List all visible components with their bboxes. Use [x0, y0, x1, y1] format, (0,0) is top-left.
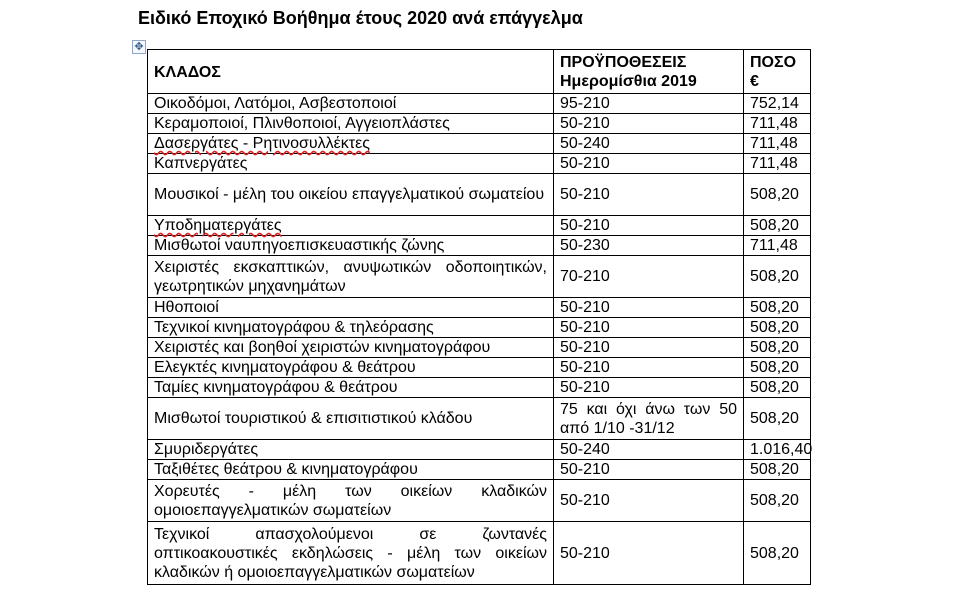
- cell-amount: 508,20: [744, 318, 811, 338]
- table-row: [148, 460, 811, 480]
- cell-amount: 508,20: [744, 298, 811, 318]
- cell-amount: 508,20: [744, 378, 811, 398]
- table-row: [148, 480, 811, 522]
- cell-conditions: 70-210: [554, 256, 744, 298]
- cell-amount: 508,20: [744, 338, 811, 358]
- table-row: [148, 134, 811, 154]
- header-conditions-line2: Ημερομίσθια 2019: [560, 73, 697, 90]
- table-row: [148, 398, 811, 440]
- header-sector: ΚΛΑΔΟΣ: [148, 50, 554, 94]
- cell-sector: Καπνεργάτες: [148, 154, 554, 174]
- cell-amount: 508,20: [744, 256, 811, 298]
- cell-amount: 711,48: [744, 236, 811, 256]
- cell-conditions: 50-210: [554, 480, 744, 522]
- cell-sector: Ταμίες κινηματογράφου & θεάτρου: [148, 378, 554, 398]
- cell-conditions: 50-210: [554, 114, 744, 134]
- cell-sector: Χειριστές εκσκαπτικών, ανυψωτικών οδοποιητικών, γεωτρητικών μηχανημάτων: [148, 256, 554, 298]
- table-header-row: [148, 50, 811, 94]
- table-row: [148, 154, 811, 174]
- cell-conditions: 50-210: [554, 154, 744, 174]
- header-conditions-line1: ΠΡΟΫΠΟΘΕΣΕΙΣ: [560, 54, 687, 71]
- cell-amount: 508,20: [744, 358, 811, 378]
- table-row: [148, 338, 811, 358]
- cell-conditions: 50-210: [554, 378, 744, 398]
- header-amount-line1: ΠΟΣΟ: [750, 54, 797, 71]
- table-row: [148, 216, 811, 236]
- table-row: [148, 378, 811, 398]
- cell-conditions: 75 και όχι άνω των 50 από 1/10 -31/12: [554, 398, 744, 440]
- cell-amount: 508,20: [744, 216, 811, 236]
- cell-sector: Τεχνικοί απασχολούμενοι σε ζωντανές οπτικοακουστικές εκδηλώσεις - μέλη των οικείων κλαδικών ή ομοιοεπαγγελματικών σωματείων: [148, 522, 554, 585]
- cell-conditions: 50-210: [554, 358, 744, 378]
- table-row: [148, 298, 811, 318]
- cell-sector: Σμυριδεργάτες: [148, 440, 554, 460]
- cell-sector-text: Υποδηματεργάτες: [154, 217, 282, 234]
- cell-sector: Κεραμοποιοί, Πλινθοποιοί, Αγγειοπλάστες: [148, 114, 554, 134]
- cell-sector: Χορευτές - μέλη των οικείων κλαδικών ομοιοεπαγγελματικών σωματείων: [148, 480, 554, 522]
- cell-amount: 752,14: [744, 94, 811, 114]
- cell-conditions: 50-210: [554, 174, 744, 216]
- cell-amount: 711,48: [744, 114, 811, 134]
- cell-amount: 711,48: [744, 134, 811, 154]
- cell-amount: 711,48: [744, 154, 811, 174]
- cell-amount: 508,20: [744, 398, 811, 440]
- cell-sector: [148, 216, 554, 236]
- table-row: [148, 236, 811, 256]
- header-conditions: [554, 50, 744, 94]
- cell-sector: Τεχνικοί κινηματογράφου & τηλεόρασης: [148, 318, 554, 338]
- document-title: Ειδικό Εποχικό Βοήθημα έτους 2020 ανά επάγγελμα: [138, 8, 583, 28]
- cell-sector: [148, 134, 554, 154]
- cell-conditions: 50-240: [554, 134, 744, 154]
- table-row: [148, 256, 811, 298]
- cell-conditions: 50-210: [554, 298, 744, 318]
- cell-sector: Μισθωτοί ναυπηγοεπισκευαστικής ζώνης: [148, 236, 554, 256]
- cell-conditions: 50-210: [554, 460, 744, 480]
- cell-conditions: 50-210: [554, 338, 744, 358]
- cell-sector: Ελεγκτές κινηματογράφου & θεάτρου: [148, 358, 554, 378]
- cell-conditions: 50-210: [554, 522, 744, 585]
- cell-conditions: 50-240: [554, 440, 744, 460]
- cell-sector: Ταξιθέτες θεάτρου & κινηματογράφου: [148, 460, 554, 480]
- cell-sector: Μουσικοί - μέλη του οικείου επαγγελματικού σωματείου: [148, 174, 554, 216]
- benefit-table: [147, 49, 811, 585]
- table-row: [148, 94, 811, 114]
- cell-sector: Μισθωτοί τουριστικού & επισιτιστικού κλάδου: [148, 398, 554, 440]
- cell-amount: 508,20: [744, 460, 811, 480]
- cell-amount: 1.016,40: [744, 440, 811, 460]
- cell-sector-text: Δασεργάτες - Ρητινοσυλλέκτες: [154, 135, 370, 152]
- cell-amount: 508,20: [744, 480, 811, 522]
- cell-sector: Ηθοποιοί: [148, 298, 554, 318]
- table-move-handle-icon[interactable]: ✥: [132, 40, 146, 54]
- cell-amount: 508,20: [744, 522, 811, 585]
- cell-amount: 508,20: [744, 174, 811, 216]
- cell-conditions: 50-210: [554, 216, 744, 236]
- header-amount: [744, 50, 811, 94]
- table-row: [148, 358, 811, 378]
- table-row: [148, 318, 811, 338]
- table-row: [148, 174, 811, 216]
- table-row: [148, 440, 811, 460]
- header-amount-line2: €: [750, 73, 759, 90]
- cell-sector: Χειριστές και βοηθοί χειριστών κινηματογράφου: [148, 338, 554, 358]
- cell-conditions: 95-210: [554, 94, 744, 114]
- cell-conditions: 50-230: [554, 236, 744, 256]
- table-row: [148, 522, 811, 585]
- table-row: [148, 114, 811, 134]
- cell-conditions: 50-210: [554, 318, 744, 338]
- cell-sector: Οικοδόμοι, Λατόμοι, Ασβεστοποιοί: [148, 94, 554, 114]
